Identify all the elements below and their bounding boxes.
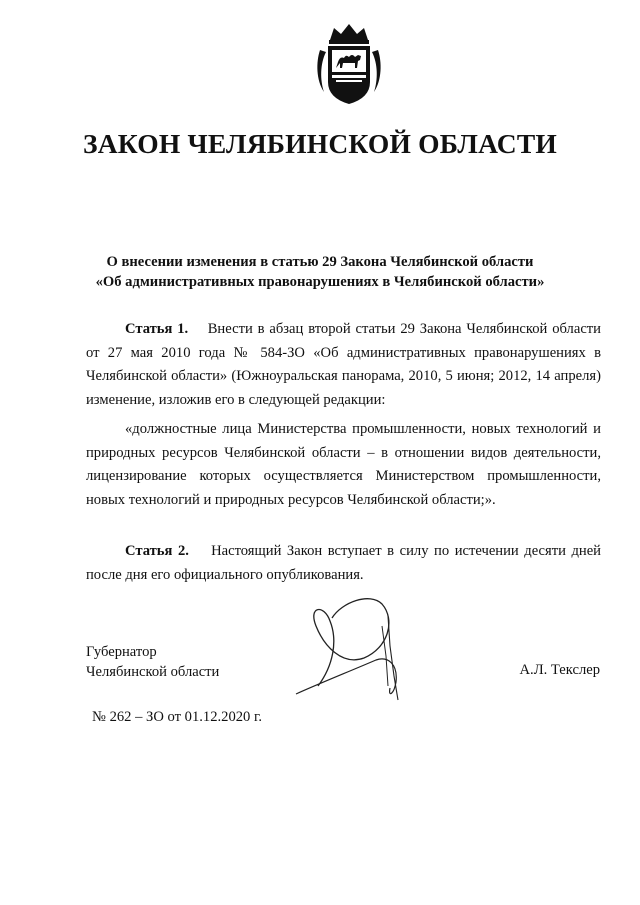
subtitle-line-2: «Об административных правонарушениях в Челябинской области» [95, 274, 545, 290]
document-title: ЗАКОН ЧЕЛЯБИНСКОЙ ОБЛАСТИ [83, 128, 557, 159]
signatory-position [86, 642, 219, 682]
subtitle-line-1: О внесении изменения в статью 29 Закона Челябинской области [106, 254, 534, 270]
signatory-name: А.Л. Текслер [519, 662, 600, 678]
signatory-position-line-1: Губернатор [86, 644, 157, 660]
article-1-quote: «должностные лица Министерства промышленности, новых технологий и природных ресурсов Челябинской области – в отношении видов деятельности, лицензирование которых осуществляется Министерством промышленности, новых технологий и природных ресурсов Челябинской области;». [86, 421, 601, 508]
coat-of-arms-icon [314, 22, 384, 106]
signature-icon [278, 586, 428, 702]
article-1-label: Статья 1. [125, 321, 189, 337]
article-1-text: Внести в абзац второй статьи 29 Закона Челябинской области от 27 мая 2010 года № 584-ЗО «Об административных правонарушениях в Челябинской области» (Южноуральская панорама, 2010, 5 июня; 2012, 14 апреля) изменение, изложив его в следующей редакции: [86, 321, 601, 408]
document-number: № 262 – ЗО от 01.12.2020 г. [92, 709, 262, 725]
article-2 [86, 540, 601, 587]
article-2-label: Статья 2. [125, 543, 189, 559]
signatory-position-line-2: Челябинской области [86, 664, 220, 680]
article-2-text: Настоящий Закон вступает в силу по истечении десяти дней после дня его официального опубликования. [86, 543, 601, 583]
document-subtitle [0, 252, 640, 292]
article-1 [86, 318, 601, 412]
